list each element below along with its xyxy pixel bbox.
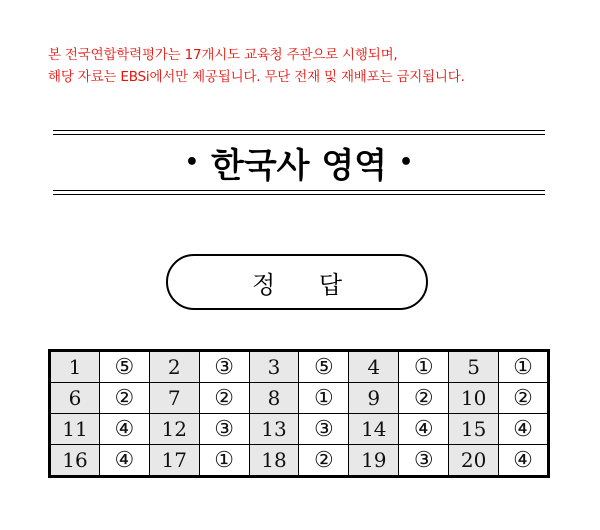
answer-choice: ① — [199, 445, 249, 477]
question-number: 8 — [249, 383, 299, 414]
question-number: 6 — [50, 383, 100, 414]
answer-choice: ⑤ — [99, 351, 149, 383]
question-number: 19 — [349, 445, 399, 477]
question-number: 13 — [249, 414, 299, 445]
section-title — [53, 138, 545, 186]
answer-choice: ② — [299, 445, 349, 477]
question-number: 11 — [50, 414, 100, 445]
answer-label: 정 답 — [252, 270, 360, 299]
title-rule-bottom-2 — [53, 194, 545, 195]
question-number: 10 — [449, 383, 499, 414]
answer-table-body — [50, 351, 549, 477]
title-rule-top-1 — [53, 130, 545, 131]
question-number: 4 — [349, 351, 399, 383]
answer-choice: ③ — [399, 445, 449, 477]
answer-label-pill — [166, 254, 428, 310]
question-number: 20 — [449, 445, 499, 477]
question-number: 9 — [349, 383, 399, 414]
question-number: 7 — [149, 383, 199, 414]
answer-choice: ② — [199, 383, 249, 414]
title-rule-bottom-1 — [53, 190, 545, 191]
title-text: 한국사 영역 — [210, 145, 388, 186]
answer-choice: ④ — [399, 414, 449, 445]
answer-choice: ② — [399, 383, 449, 414]
answer-choice: ④ — [499, 414, 549, 445]
answer-row — [50, 351, 549, 383]
answer-choice: ④ — [99, 414, 149, 445]
notice-line-2: 해당 자료는 EBSi에서만 제공됩니다. 무단 전재 및 재배포는 금지됩니다. — [48, 69, 465, 85]
answer-choice: ② — [99, 383, 149, 414]
answer-choice: ① — [399, 351, 449, 383]
answer-choice: ④ — [499, 445, 549, 477]
question-number: 17 — [149, 445, 199, 477]
notice-line-1: 본 전국연합학력평가는 17개시도 교육청 주관으로 시행되며, — [48, 47, 398, 63]
question-number: 15 — [449, 414, 499, 445]
title-bullet-left: • — [184, 149, 199, 175]
answer-choice: ③ — [299, 414, 349, 445]
question-number: 14 — [349, 414, 399, 445]
answer-choice: ③ — [199, 414, 249, 445]
question-number: 1 — [50, 351, 100, 383]
question-number: 18 — [249, 445, 299, 477]
answer-choice: ⑤ — [299, 351, 349, 383]
answer-choice: ② — [499, 383, 549, 414]
copyright-notice — [48, 44, 568, 88]
question-number: 16 — [50, 445, 100, 477]
question-number: 5 — [449, 351, 499, 383]
answer-table — [48, 349, 550, 478]
title-bullet-right: • — [399, 149, 414, 175]
answer-row — [50, 383, 549, 414]
question-number: 12 — [149, 414, 199, 445]
answer-choice: ④ — [99, 445, 149, 477]
answer-choice: ① — [499, 351, 549, 383]
answer-choice: ① — [299, 383, 349, 414]
answer-row — [50, 414, 549, 445]
answer-choice: ③ — [199, 351, 249, 383]
title-rule-top-2 — [53, 134, 545, 135]
answer-row — [50, 445, 549, 477]
question-number: 2 — [149, 351, 199, 383]
question-number: 3 — [249, 351, 299, 383]
